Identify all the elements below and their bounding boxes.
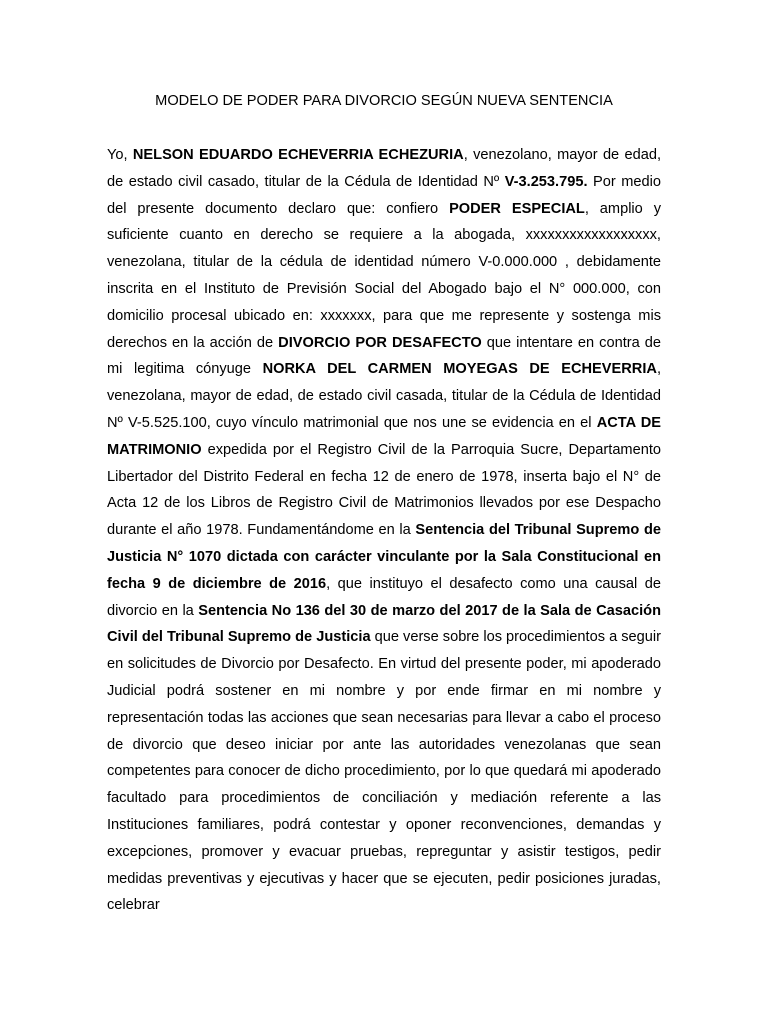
- document-title: MODELO DE PODER PARA DIVORCIO SEGÚN NUEVA SENTENCIA: [155, 93, 613, 109]
- document-body-paragraph: [107, 142, 661, 919]
- text-run: que intentare en contra de mi legitima cónyuge: [107, 334, 661, 378]
- text-run: expedida por el Registro Civil de la Parroquia Sucre, Departamento Libertador del Distrito Federal en fecha 12 de enero de 1978, inserta bajo el N° de Acta 12 de los Libros de Registro Civil de Matrimonios llevados por ese Despacho durante el año 1978. Fundamentándome en la: [107, 441, 661, 539]
- text-run: Yo,: [107, 147, 133, 163]
- bold-text-run: ACTA DE MATRIMONIO: [107, 414, 662, 458]
- text-run: , venezolano, mayor de edad, de estado civil casado, titular de la Cédula de Identidad Nº: [107, 147, 662, 190]
- bold-text-run: Sentencia del Tribunal Supremo de Justicia N° 1070 dictada con carácter vinculante por la Sala Constitucional en fecha 9 de diciembre de 2016: [107, 522, 661, 592]
- text-run: que verse sobre los procedimientos a seguir en solicitudes de Divorcio por Desafecto. En virtud del presente poder, mi apoderado Judicial podrá sostener en mi nombre y por ende firmar en mi nombre y representación todas las acciones que sean necesarias para llevar a cabo el proceso de divorcio que deseo iniciar por ante las autoridades venezolanas que sean competentes para conocer de dicho procedimiento, por lo que quedará mi apoderado facultado para procedimientos de conciliación y mediación referente a las Instituciones familiares, podrá contestar y oponer reconvenciones, demandas y excepciones, promover y evacuar pruebas, repreguntar y asistir testigos, pedir medidas preventivas y ejecutivas y hacer que se ejecuten, pedir posiciones juradas, celebrar: [107, 629, 661, 914]
- bold-text-run: V-3.253.795.: [504, 173, 588, 190]
- bold-text-run: NELSON EDUARDO ECHEVERRIA ECHEZURIA: [132, 147, 464, 163]
- text-run: , que instituyo el desafecto como una causal de divorcio en la: [107, 575, 662, 619]
- bold-text-run: PODER ESPECIAL: [449, 200, 585, 217]
- bold-text-run: NORKA DEL CARMEN MOYEGAS DE ECHEVERRIA: [262, 361, 657, 378]
- bold-text-run: DIVORCIO POR DESAFECTO: [278, 334, 482, 351]
- text-run: , venezolana, mayor de edad, de estado civil casada, titular de la Cédula de Identidad Nº V-5.525.100, cuyo vínculo matrimonial que nos une se evidencia en el: [107, 361, 661, 431]
- bold-text-run: Sentencia No 136 del 30 de marzo del 2017 de la Sala de Casación Civil del Tribunal Supremo de Justicia: [107, 602, 662, 646]
- text-run: Por medio del presente documento declaro que: confiero: [107, 173, 661, 217]
- text-run: , amplio y suficiente cuanto en derecho se requiere a la abogada, xxxxxxxxxxxxxxxxxx, venezolana, titular de la cédula de identidad número V-0.000.000 , debidamente inscrita en el Instituto de Previsión Social del Abogado bajo el N° 000.000, con domicilio procesal ubicado en: xxxxxxx, para que me represente y sostenga mis derechos en la acción de: [107, 200, 661, 351]
